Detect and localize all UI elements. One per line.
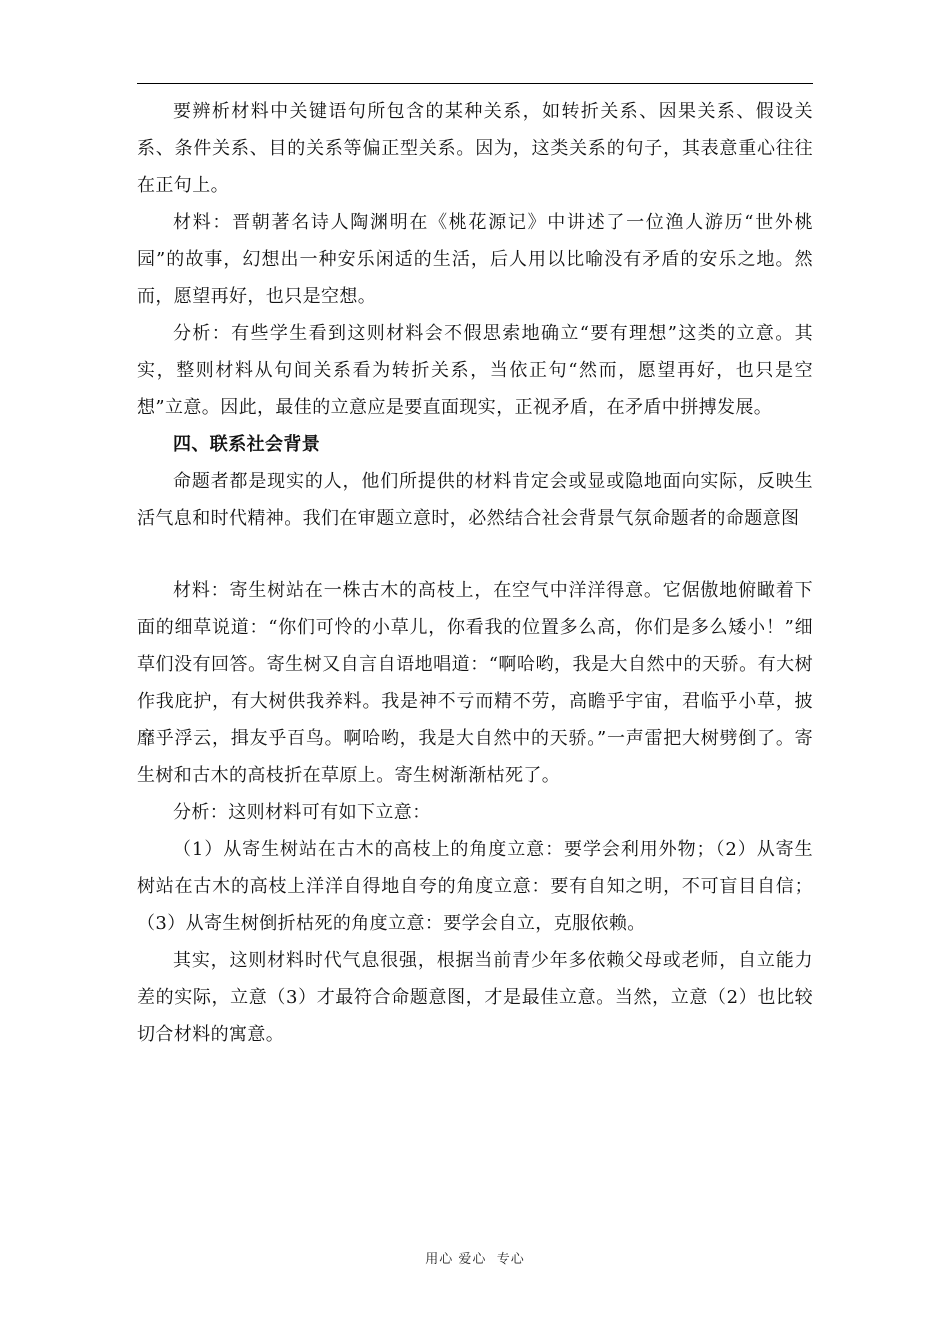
- paragraph-material-parasite-tree: 材料：寄生树站在一株古木的高枝上，在空气中洋洋得意。它倨傲地俯瞰着下面的细草说道：“你们可怜的小草儿，你看我的位置多么高，你们是多么矮小！”细草们没有回答。寄生树又自言自语地唱道：“啊哈哟，我是大自然中的天骄。有大树作我庇护，有大树供我养料。我是神不亏而精不劳，高瞻乎宇宙，君临乎小草，披靡乎浮云，揖友乎百鸟。啊哈哟，我是大自然中的天骄。”一声雷把大树劈倒了。寄生树和古木的高枝折在草原上。寄生树渐渐枯死了。: [137, 580, 813, 786]
- paragraph-gap: [137, 537, 813, 572]
- document-body: [137, 93, 813, 1053]
- paragraph-conclusion: 其实，这则材料时代气息很强，根据当前青少年多依赖父母或老师，自立能力差的实际，立意（3）才最符合命题意图，才是最佳立意。当然，立意（2）也比较切合材料的寓意。: [137, 950, 813, 1045]
- section-heading-social-background: 四、联系社会背景: [173, 434, 321, 455]
- paragraph-analysis-intro: 分析：这则材料可有如下立意：: [173, 802, 431, 823]
- paragraph-social-background: 命题者都是现实的人，他们所提供的材料肯定会或显或隐地面向实际，反映生活气息和时代精神。我们在审题立意时，必然结合社会背景气氛命题者的命题意图: [137, 471, 813, 529]
- header-rule: [137, 83, 813, 84]
- paragraph-relations: 要辨析材料中关键语句所包含的某种关系，如转折关系、因果关系、假设关系、条件关系、目的关系等偏正型关系。因为，这类关系的句子，其表意重心往往在正句上。: [137, 101, 813, 196]
- paragraph-material-peach-blossom: 材料：晋朝著名诗人陶渊明在《桃花源记》中讲述了一位渔人游历“世外桃园”的故事，幻想出一种安乐闲适的生活，后人用以比喻没有矛盾的安乐之地。然而，愿望再好，也只是空想。: [137, 212, 813, 307]
- paragraph-analysis-peach-blossom: 分析：有些学生看到这则材料会不假思索地确立“要有理想”这类的立意。其实，整则材料从句间关系看为转折关系，当依正句“然而，愿望再好，也只是空想”立意。因此，最佳的立意应是要直面现实，正视矛盾，在矛盾中拼搏发展。: [137, 323, 813, 418]
- page-footer: 用心 爱心 专心: [425, 1252, 525, 1267]
- paragraph-analysis-options: （1）从寄生树站在古木的高枝上的角度立意：要学会利用外物；（2）从寄生树站在古木的高枝上洋洋自得地自夸的角度立意：要有自知之明，不可盲目自信；（3）从寄生树倒折枯死的角度立意：要学会自立，克服依赖。: [137, 839, 813, 934]
